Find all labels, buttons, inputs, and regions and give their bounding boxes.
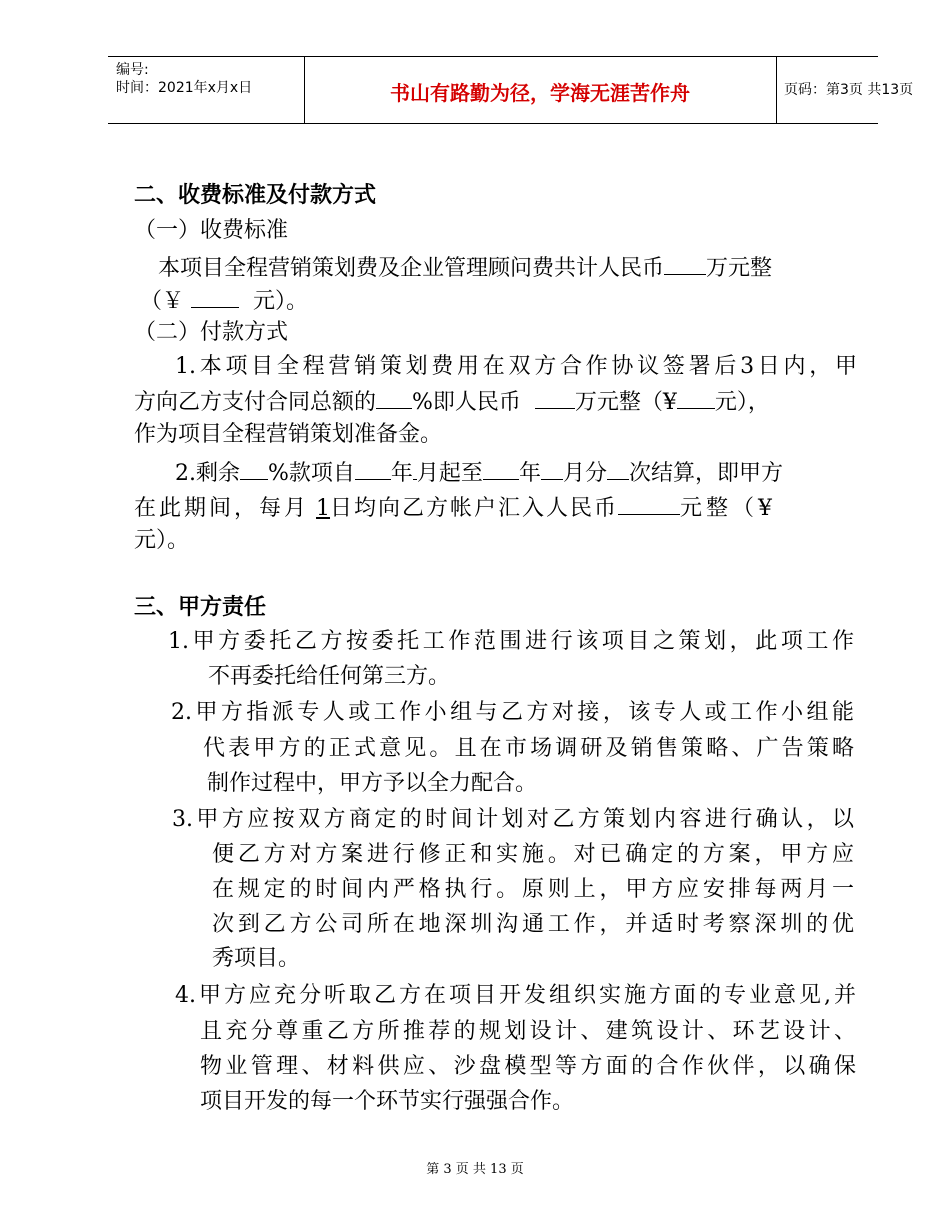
p2-text-c: 年: [390, 461, 413, 486]
amount-blank: [535, 388, 575, 409]
doc-number-label: 编号:: [116, 62, 149, 78]
fee-yen-open: （￥: [140, 289, 185, 314]
p2-text-f: 月分: [562, 461, 607, 486]
page-number-label: 页码：第3页 共13页: [784, 82, 914, 98]
fee-yen-close: 元）。: [253, 289, 309, 314]
payment-method-subtitle: （二）付款方式: [134, 320, 289, 345]
motto: 书山有路勤为径，学海无涯苦作舟: [390, 81, 690, 105]
p1-text-a: 方向乙方支付合同总额的: [134, 390, 377, 415]
duty-3-line-3: 在规定的时间内严格执行。原则上，甲方应安排每两月一: [212, 877, 854, 902]
p2-text-i: 日均向乙方帐户汇入人民币: [330, 496, 619, 521]
fee-text: 本项目全程营销策划费及企业管理顾问费共计人民币: [158, 256, 665, 281]
p1-text-d: 元），: [714, 390, 770, 415]
duty-4-line-1: 4.甲方应充分听取乙方在项目开发组织实施方面的专业意见,并: [175, 983, 856, 1008]
duty-2-line-1: 2.甲方指派专人或工作小组与乙方对接，该专人或工作小组能: [171, 700, 854, 725]
duty-3-line-5: 秀项目。: [212, 946, 301, 971]
yen-blank: [677, 388, 715, 409]
p2-text-b: %款项自: [268, 461, 355, 486]
fee-unit: 万元整: [706, 256, 773, 281]
payment-item-1-line-1: 1.本项目全程营销策划费用在双方合作协议签署后3日内，甲: [175, 354, 857, 379]
end-year-blank: [483, 459, 519, 480]
p2-text-e: 年: [518, 461, 541, 486]
duty-4-line-3: 物业管理、材料供应、沙盘模型等方面的合作伙伴，以确保: [200, 1054, 856, 1079]
p2-text-h: 在此期间，每月: [134, 496, 310, 521]
p2-text-j: 元整（¥: [680, 496, 777, 521]
fee-yen-blank: [191, 287, 239, 308]
end-month-blank: [541, 459, 563, 480]
p1-text-b: %即人民币: [412, 390, 521, 415]
page-footer: 第 3 页 共 13 页: [426, 1162, 524, 1177]
time-label: 时间：2021年x月x日: [116, 80, 253, 96]
percent-blank: [376, 388, 412, 409]
fee-blank: [664, 254, 706, 275]
monthly-amount-blank: [618, 494, 680, 515]
p1-text-c: 万元整（¥: [574, 390, 677, 415]
payment-item-1-line-3: 作为项目全程营销策划准备金。: [134, 422, 443, 447]
payment-item-1-line-2: [134, 388, 858, 416]
duty-3-line-2: 便乙方对方案进行修正和实施。对已确定的方案，甲方应: [212, 842, 854, 867]
duty-2-line-2: 代表甲方的正式意见。且在市场调研及销售策略、广告策略: [203, 736, 854, 761]
remaining-percent-blank: [240, 459, 268, 480]
payment-item-2-line-2: [134, 494, 858, 522]
day-value: 1: [316, 496, 331, 521]
duty-2-line-3: 制作过程中，甲方予以全力配合。: [207, 771, 538, 796]
duty-3-line-1: 3.甲方应按双方商定的时间计划对乙方策划内容进行确认，以: [172, 807, 854, 832]
duty-1-line-1: 1.甲方委托乙方按委托工作范围进行该项目之策划，此项工作: [168, 629, 854, 654]
fee-line-2: [140, 287, 308, 315]
duty-3-line-4: 次到乙方公司所在地深圳沟通工作，并适时考察深圳的优: [212, 912, 854, 937]
section-2-title: 二、收费标准及付款方式: [134, 183, 377, 208]
fee-line-1: [158, 254, 772, 282]
start-year-blank: [355, 459, 391, 480]
section-3-title: 三、甲方责任: [134, 595, 267, 620]
payment-item-2-line-1: [175, 459, 783, 487]
fee-standard-subtitle: （一）收费标准: [134, 218, 289, 243]
payment-item-2-line-3: 元）。: [134, 528, 190, 553]
duty-4-line-4: 项目开发的每一个环节实行强强合作。: [200, 1089, 575, 1114]
p2-text-d: 月起至: [416, 461, 483, 486]
installments-blank: [607, 459, 629, 480]
p2-text-a: 2.剩余: [175, 461, 240, 486]
p2-text-g: 次结算，即甲方: [628, 461, 783, 486]
duty-4-line-2: 且充分尊重乙方所推荐的规划设计、建筑设计、环艺设计、: [200, 1019, 856, 1044]
duty-1-line-2: 不再委托给任何第三方。: [208, 664, 451, 689]
